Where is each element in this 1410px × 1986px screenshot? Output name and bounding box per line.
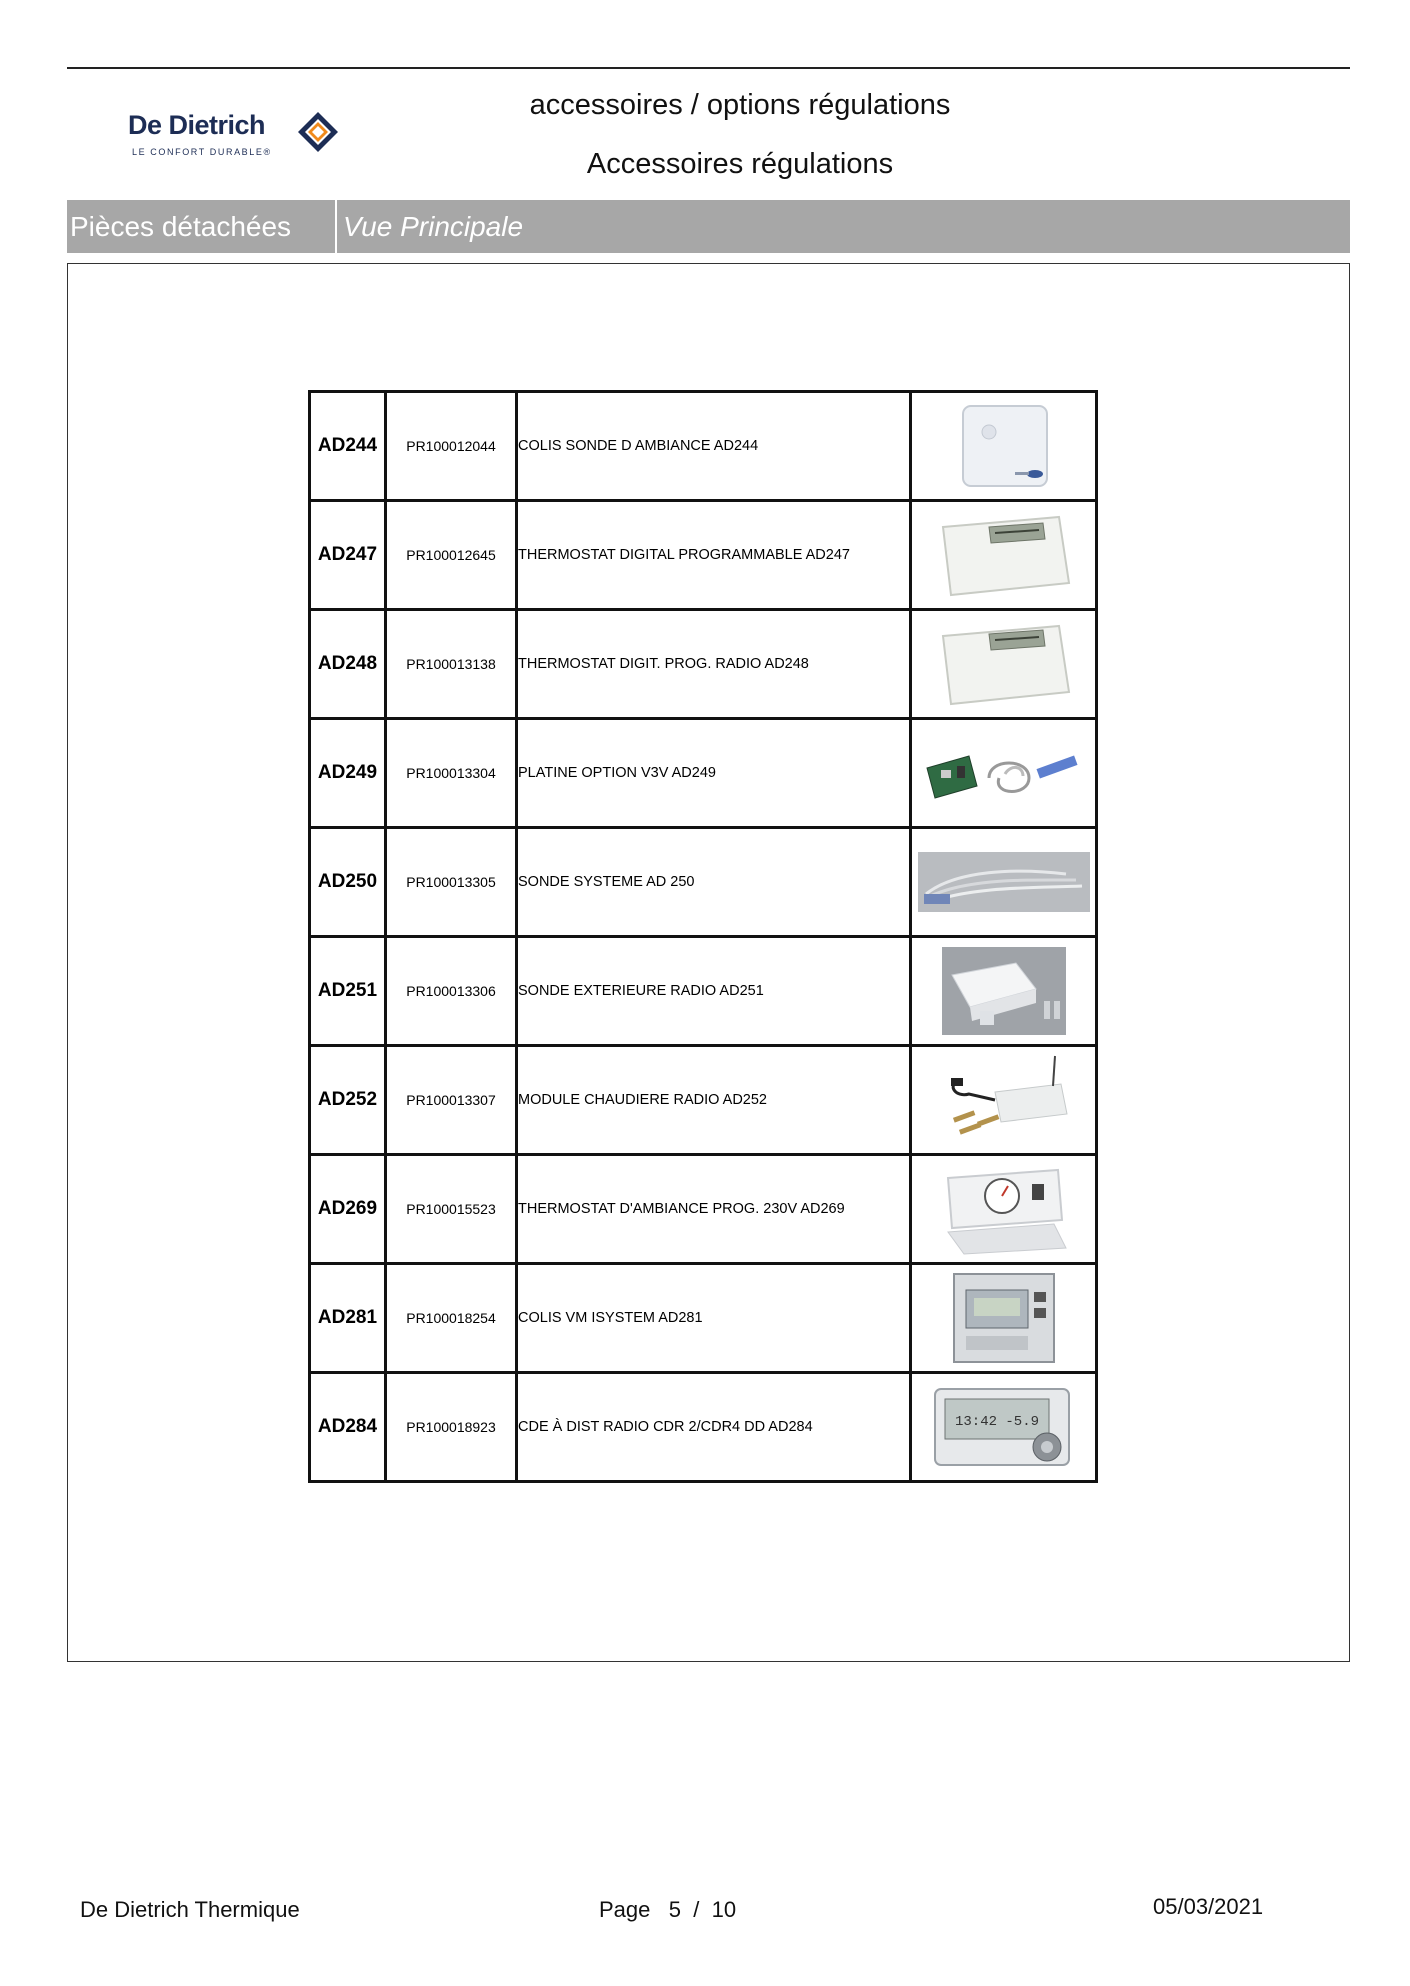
- part-code: AD284: [310, 1373, 386, 1482]
- brand-logo: [128, 110, 348, 170]
- part-image-cell: [911, 501, 1097, 610]
- de-dietrich-diamond-logo-icon: [296, 110, 340, 159]
- part-reference: PR100018923: [386, 1373, 517, 1482]
- table-row: [310, 392, 1097, 501]
- part-description: CDE À DIST RADIO CDR 2/CDR4 DD AD284: [517, 1373, 911, 1482]
- part-code: AD244: [310, 392, 386, 501]
- footer-company: De Dietrich Thermique: [80, 1897, 300, 1922]
- table-row: [310, 501, 1097, 610]
- page-label: Page: [599, 1897, 651, 1922]
- part-description: SONDE SYSTEME AD 250: [517, 828, 911, 937]
- part-reference: PR100013306: [386, 937, 517, 1046]
- part-code: AD247: [310, 501, 386, 610]
- room-sensor-icon: [949, 400, 1059, 492]
- part-reference: PR100013305: [386, 828, 517, 937]
- table-row: [310, 610, 1097, 719]
- parts-table: [308, 390, 1098, 1483]
- table-row: [310, 1264, 1097, 1373]
- part-code: AD250: [310, 828, 386, 937]
- part-reference: PR100012044: [386, 392, 517, 501]
- brand-tagline: LE CONFORT DURABLE®: [132, 147, 272, 157]
- part-description: MODULE CHAUDIERE RADIO AD252: [517, 1046, 911, 1155]
- table-row: [310, 1373, 1097, 1482]
- part-image-cell: [911, 1264, 1097, 1373]
- header-rule: [67, 67, 1350, 69]
- digital-thermostat-icon: [929, 509, 1079, 601]
- table-row: [310, 828, 1097, 937]
- table-row: [310, 1046, 1097, 1155]
- boiler-radio-module-icon: [929, 1054, 1079, 1146]
- tab-pieces-detachees[interactable]: Pièces détachées: [70, 211, 292, 242]
- tab-vue-principale[interactable]: Vue Principale: [343, 211, 524, 242]
- part-image-cell: [911, 719, 1097, 828]
- part-image-cell: [911, 610, 1097, 719]
- part-reference: PR100013307: [386, 1046, 517, 1155]
- tab-divider: [335, 200, 337, 253]
- part-code: AD249: [310, 719, 386, 828]
- part-reference: PR100012645: [386, 501, 517, 610]
- part-code: AD251: [310, 937, 386, 1046]
- radio-thermostat-icon: [929, 618, 1079, 710]
- page-current: 5: [668, 1897, 681, 1922]
- part-image-cell: [911, 1155, 1097, 1264]
- document-title: Accessoires régulations: [586, 148, 894, 180]
- part-description: COLIS SONDE D AMBIANCE AD244: [517, 392, 911, 501]
- part-description: PLATINE OPTION V3V AD249: [517, 719, 911, 828]
- part-reference: PR100013138: [386, 610, 517, 719]
- table-row: [310, 1155, 1097, 1264]
- page-total: 10: [711, 1897, 737, 1922]
- part-code: AD248: [310, 610, 386, 719]
- remote-control-icon: [929, 1381, 1079, 1473]
- table-row: [310, 937, 1097, 1046]
- outdoor-sensor-icon: [940, 945, 1068, 1037]
- part-reference: PR100013304: [386, 719, 517, 828]
- part-code: AD252: [310, 1046, 386, 1155]
- part-description: THERMOSTAT D'AMBIANCE PROG. 230V AD269: [517, 1155, 911, 1264]
- remote-screen-readout: 13:42 -5.9: [954, 1414, 1039, 1430]
- tab-bar: [67, 200, 1350, 253]
- part-image-cell: [911, 1046, 1097, 1155]
- part-image-cell: [911, 1373, 1097, 1482]
- table-row: [310, 719, 1097, 828]
- part-code: AD281: [310, 1264, 386, 1373]
- part-image-cell: [911, 937, 1097, 1046]
- part-code: AD269: [310, 1155, 386, 1264]
- part-image-cell: [911, 828, 1097, 937]
- page-number: [599, 1897, 736, 1923]
- analog-timer-thermostat-icon: [934, 1162, 1074, 1256]
- footer-date: 05/03/2021: [1153, 1894, 1264, 1919]
- part-description: SONDE EXTERIEURE RADIO AD251: [517, 937, 911, 1046]
- part-reference: PR100015523: [386, 1155, 517, 1264]
- part-description: THERMOSTAT DIGIT. PROG. RADIO AD248: [517, 610, 911, 719]
- page-separator: /: [693, 1897, 700, 1922]
- part-image-cell: [911, 392, 1097, 501]
- option-board-icon: [919, 738, 1089, 808]
- brand-name: De Dietrich: [128, 110, 266, 140]
- system-probe-cable-icon: [916, 850, 1092, 914]
- control-panel-icon: [944, 1270, 1064, 1366]
- part-description: THERMOSTAT DIGITAL PROGRAMMABLE AD247: [517, 501, 911, 610]
- part-reference: PR100018254: [386, 1264, 517, 1373]
- document-category-title: accessoires / options régulations: [529, 89, 951, 121]
- part-description: COLIS VM ISYSTEM AD281: [517, 1264, 911, 1373]
